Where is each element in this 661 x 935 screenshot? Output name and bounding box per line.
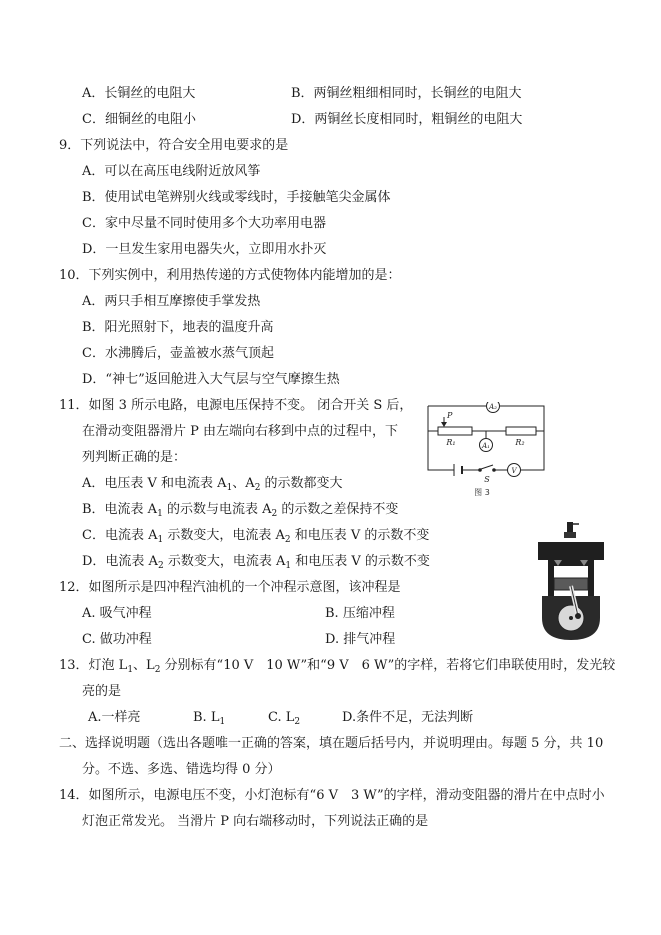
- q11-stem-line1: 11．如图 3 所示电路，电源电压保持不变。 闭合开关 S 后，: [59, 398, 413, 413]
- q9-stem: 9．下列说法中，符合安全用电要求的是: [59, 138, 289, 153]
- section2-instructions-line1: 二、选择说明题（选出各题唯一正确的答案，填在题后括号内，并说明理由。每题 5 分，共 10: [59, 736, 604, 751]
- q8-option-d: D．两铜丝长度相同时，粗铜丝的电阻大: [291, 112, 523, 127]
- q11-option-b: B．电流表 $A_1$ 的示数与电流表 $A_2$ 的示数之差保持不变: [82, 502, 399, 519]
- q11-option-c: C．电流表 $A_1$ 示数变大，电流表 $A_2$ 和电压表 V 的示数不变: [82, 528, 430, 545]
- q13-stem-line1: 13．灯泡 $L_1$、$L_2$ 分别标有“10 V 10 W”和“9 V 6 W”的字样，若将它们串联使用时，发光较: [59, 658, 616, 675]
- q8-option-b: B．两铜丝粗细相同时，长铜丝的电阻大: [291, 86, 522, 101]
- v-label: V: [511, 467, 517, 475]
- q10-option-d: D．“神七”返回舱进入大气层与空气摩擦生热: [82, 372, 340, 387]
- q9-option-a: A．可以在高压电线附近放风筝: [82, 164, 261, 179]
- q10-option-c: C．水沸腾后，壶盖被水蒸气顶起: [82, 346, 274, 361]
- q13-option-a: A.一样亮: [88, 710, 141, 725]
- q10-option-b: B．阳光照射下，地表的温度升高: [82, 320, 274, 335]
- q9-option-c: C．家中尽量不同时使用多个大功率用电器: [82, 216, 326, 231]
- engine-stroke-diagram: [534, 520, 608, 642]
- q12-option-b: B. 压缩冲程: [325, 606, 395, 621]
- q12-option-a: A. 吸气冲程: [82, 606, 152, 621]
- q12-option-d: D. 排气冲程: [325, 632, 396, 647]
- p-label: P: [447, 411, 453, 420]
- q11-option-d: D．电流表 $A_2$ 示数变大，电流表 $A_1$ 和电压表 V 的示数不变: [82, 554, 430, 571]
- q11-option-a: A．电压表 V 和电流表 $A_1$、$A_2$ 的示数都变大: [82, 476, 343, 493]
- q12-stem: 12．如图所示是四冲程汽油机的一个冲程示意图，该冲程是: [59, 580, 401, 595]
- figure3-circuit-diagram: [420, 402, 556, 498]
- figure3-caption: 图 3: [474, 488, 490, 497]
- q13-option-b: B. $L_1$: [193, 710, 226, 727]
- q13-option-d: D.条件不足，无法判断: [342, 710, 474, 725]
- q10-stem: 10．下列实例中，利用热传递的方式使物体内能增加的是：: [59, 268, 401, 283]
- section2-instructions-line2: 分。不选、多选、错选均得 0 分）: [82, 762, 281, 777]
- a2-label: A₂: [489, 403, 497, 411]
- q10-option-a: A．两只手相互摩擦使手掌发热: [82, 294, 261, 309]
- s-label: S: [484, 475, 490, 484]
- q9-option-b: B．使用试电笔辨别火线或零线时，手接触笔尖金属体: [82, 190, 391, 205]
- slider-arrow-icon: [441, 422, 447, 427]
- q13-stem-line2: 亮的是: [82, 684, 122, 699]
- q14-stem-line1: 14．如图所示，电源电压不变，小灯泡标有“6 V 3 W”的字样，滑动变阻器的滑片在中点时小: [59, 788, 605, 803]
- q14-stem-line2: 灯泡正常发光。 当滑片 P 向右端移动时，下列说法正确的是: [82, 814, 429, 829]
- a1-label: A₁: [482, 442, 490, 450]
- q8-option-c: C．细铜丝的电阻小: [82, 112, 196, 127]
- q13-option-c: C. $L_2$: [268, 710, 301, 727]
- q11-stem-line2: 在滑动变阻器滑片 P 由左端向右移到中点的过程中，下: [82, 424, 399, 439]
- q8-option-a: A．长铜丝的电阻大: [82, 86, 196, 101]
- q12-option-c: C. 做功冲程: [82, 632, 152, 647]
- q11-stem-line3: 列判断正确的是：: [82, 450, 187, 465]
- q9-option-d: D．一旦发生家用电器失火，立即用水扑灭: [82, 242, 327, 257]
- r2-label: R₂: [515, 438, 525, 447]
- r1-label: R₁: [446, 438, 456, 447]
